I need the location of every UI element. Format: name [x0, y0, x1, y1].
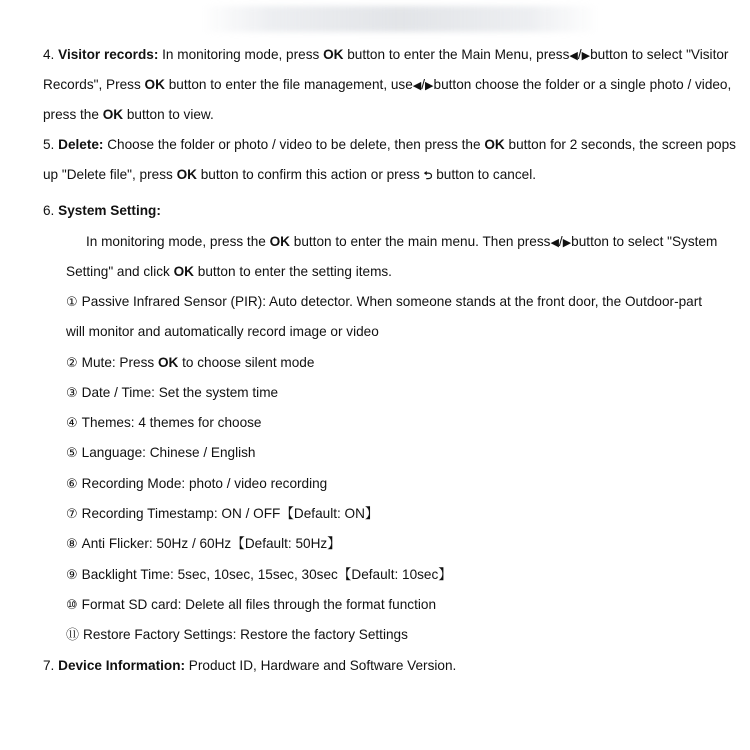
section7-line: 7. Device Information: Product ID, Hardware and Software Version.: [43, 658, 457, 673]
left-arrow-icon: ◀: [412, 79, 422, 92]
setting-item: ⑧ Anti Flicker: 50Hz / 60Hz【Default: 50Hz】: [66, 536, 341, 552]
setting-item: ① Passive Infrared Sensor (PIR): Auto detector. When someone stands at the front door, the Outdoor-part: [66, 294, 703, 310]
header-smudge: [200, 6, 600, 32]
section6-intro-line2: Setting" and click OK button to enter the setting items.: [66, 264, 392, 279]
section4-line3: press the OK button to view.: [43, 107, 214, 122]
setting-item: ⑤ Language: Chinese / English: [66, 445, 256, 461]
setting-item: ⑪ Restore Factory Settings: Restore the factory Settings: [66, 627, 408, 643]
setting-item: ⑥ Recording Mode: photo / video recording: [66, 476, 328, 492]
setting-item: ⑨ Backlight Time: 5sec, 10sec, 15sec, 30sec【Default: 10sec】: [66, 567, 452, 583]
back-arrow-icon: ⮌: [423, 169, 433, 182]
setting-item: ⑩ Format SD card: Delete all files through the format function: [66, 597, 437, 613]
setting-item: ④ Themes: 4 themes for choose: [66, 415, 262, 431]
section4-line2: Records", Press OK button to enter the file management, use◀/▶button choose the folder or a single photo / video,: [43, 77, 732, 92]
left-arrow-icon: ◀: [550, 236, 559, 249]
section4-title: Visitor records:: [58, 47, 159, 62]
right-arrow-icon: ▶: [562, 236, 572, 249]
section5-title: Delete:: [58, 137, 104, 152]
setting-item: ⑦ Recording Timestamp: ON / OFF【Default: ON】: [66, 506, 379, 522]
section4-line1: 4. Visitor records: In monitoring mode, press OK button to enter the Main Menu, press◀/▶button to select "Visitor: [43, 47, 729, 62]
setting-item: ② Mute: Press OK to choose silent mode: [66, 355, 315, 371]
setting-item-continuation: will monitor and automatically record image or video: [66, 324, 379, 339]
section5-line2: up "Delete file", press OK button to confirm this action or press ⮌ button to cancel.: [43, 167, 536, 182]
setting-item: ③ Date / Time: Set the system time: [66, 385, 279, 401]
section6-intro-line1: In monitoring mode, press the OK button to enter the main menu. Then press◀/▶button to select "System: [86, 234, 718, 249]
left-arrow-icon: ◀: [569, 49, 578, 62]
section7-title: Device Information:: [58, 658, 186, 673]
section5-line1: 5. Delete: Choose the folder or photo / video to be delete, then press the OK button for 2 seconds, the screen pops: [43, 137, 736, 152]
section6-heading: 6. System Setting:: [43, 203, 161, 218]
right-arrow-icon: ▶: [425, 79, 434, 92]
section6-title: System Setting:: [58, 203, 161, 218]
right-arrow-icon: ▶: [581, 49, 591, 62]
